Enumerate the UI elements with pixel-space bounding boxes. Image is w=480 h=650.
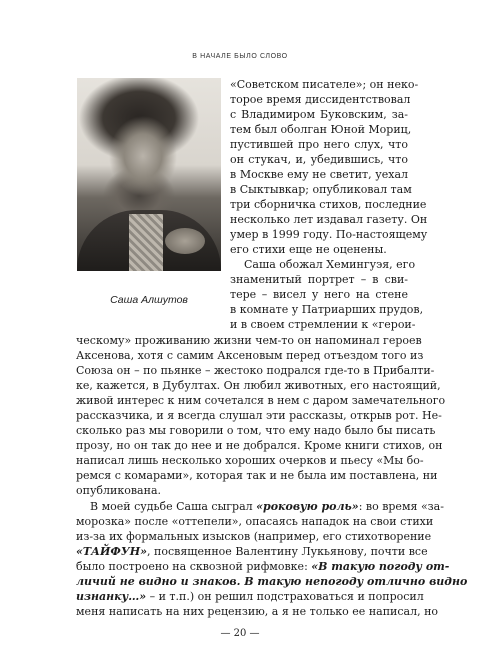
text-line: «Советском писателе»; он неко- bbox=[230, 78, 419, 91]
poem-title: «ТАЙФУН» bbox=[76, 545, 148, 558]
text-line: три сборничка стихов, последние bbox=[230, 198, 427, 211]
text-line: ремся с комарами», которая так и не была им поставлена, ни bbox=[76, 469, 438, 482]
text-run: было построено на сквозной рифмовке: bbox=[76, 560, 312, 573]
text-line: пустившей про него слух, что bbox=[230, 138, 408, 151]
emphasis-text: «роковую роль» bbox=[256, 500, 359, 513]
text-line: умер в 1999 году. По-настоящему bbox=[230, 228, 428, 241]
text-line: меня написать на них рецензию, а я не только ее написал, но bbox=[76, 605, 439, 618]
text-line: написал лишь несколько хороших очерков и пьесу «Мы бо- bbox=[76, 454, 424, 467]
text-line: ческому» проживанию жизни чем-то он напоминал героев bbox=[76, 334, 422, 347]
text-run: : во время «за- bbox=[358, 500, 444, 513]
running-title: В НАЧАЛЕ БЫЛО СЛОВО bbox=[192, 53, 288, 60]
poem-quote: изнанку…» bbox=[76, 590, 147, 603]
text-run: – и т.п.) он решил подстраховаться и попросил bbox=[146, 590, 424, 603]
text-line: и в своем стремлении к «герои- bbox=[230, 318, 416, 331]
text-line: морозка» после «оттепели», опасаясь нападок на свои стихи bbox=[76, 515, 434, 528]
text-line: Аксенова, хотя с самим Аксеновым перед отъездом того из bbox=[76, 349, 424, 362]
poem-quote: личий не видно и знаков. В такую непогоду отлично видно bbox=[76, 575, 468, 588]
text-line bbox=[76, 560, 450, 575]
text-line: с Владимиром Буковским, за- bbox=[230, 108, 408, 121]
text-line: ке, кажется, в Дубултах. Он любил животных, его настоящий, bbox=[76, 379, 441, 392]
text-line: Союза он – по пьянке – жестоко подрался где-то в Прибалти- bbox=[76, 364, 435, 377]
poem-quote: «В такую погоду от- bbox=[311, 560, 450, 573]
text-line bbox=[76, 545, 428, 560]
paragraph-first-line bbox=[90, 500, 444, 515]
photo-caption: Саша Алшутов bbox=[110, 294, 188, 306]
text-line: прозу, но он так до нее и не добрался. Кроме книги стихов, он bbox=[76, 439, 443, 452]
photo-shirt bbox=[129, 214, 163, 271]
text-line: несколько лет издавал газету. Он bbox=[230, 213, 428, 226]
text-line: рассказчика, и я всегда слушал эти рассказы, открыв рот. Не- bbox=[76, 409, 442, 422]
text-line bbox=[76, 590, 424, 605]
text-line: он стукач, и, убедившись, что bbox=[230, 153, 408, 166]
text-line: в Москве ему не светит, уехал bbox=[230, 168, 408, 181]
text-line: тере – висел у него на стене bbox=[230, 288, 408, 301]
text-line: в комнате у Патриарших прудов, bbox=[230, 303, 424, 316]
text-run: В моей судьбе Саша сыграл bbox=[90, 500, 257, 513]
text-line: в Сыктывкар; опубликовал там bbox=[230, 183, 412, 196]
text-line: из-за их формальных изысков (например, его стихотворение bbox=[76, 530, 432, 543]
text-line: торое время диссидентствовал bbox=[230, 93, 411, 106]
author-photo bbox=[77, 78, 221, 271]
text-line: живой интерес к ним сочетался в нем с даром замечательного bbox=[76, 394, 446, 407]
text-line: знаменитый портрет – в сви- bbox=[230, 273, 408, 286]
photo-hand bbox=[165, 228, 205, 254]
paragraph-first-line: Саша обожал Хемингуэя, его bbox=[244, 258, 416, 271]
text-run: , посвященное Валентину Лукьянову, почти все bbox=[147, 545, 428, 558]
text-line: опубликована. bbox=[76, 484, 162, 497]
text-line: сколько раз мы говорили о том, что ему надо было бы писать bbox=[76, 424, 436, 437]
text-line: его стихи еще не оценены. bbox=[230, 243, 387, 256]
text-line: тем был оболган Юной Мориц, bbox=[230, 123, 412, 136]
page-number: — 20 — bbox=[220, 628, 260, 639]
